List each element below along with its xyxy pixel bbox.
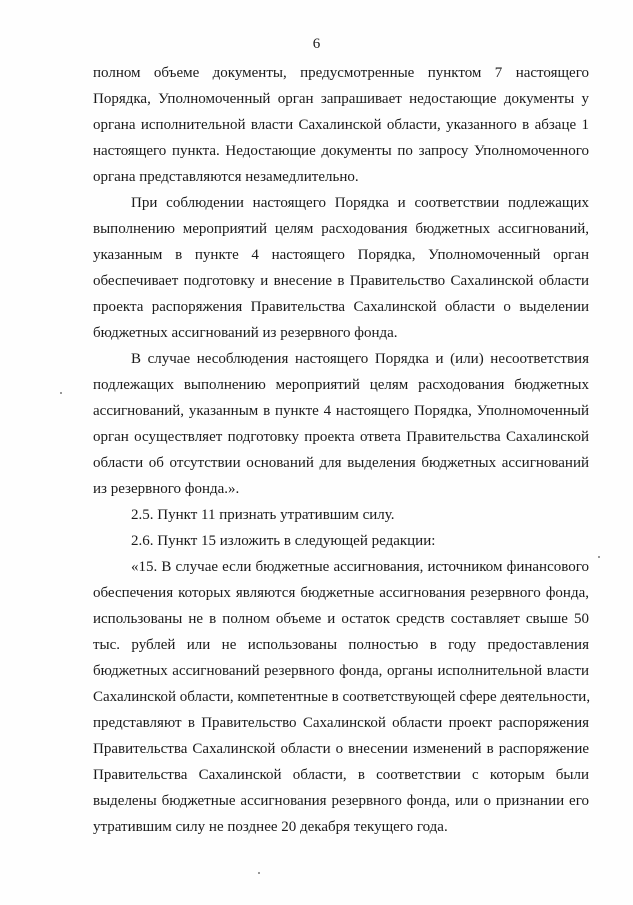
text-line: из резервного фонда.». <box>93 481 240 497</box>
text-line: 2.5. Пункт 11 признать утратившим силу. <box>131 507 395 523</box>
text-line: указанным в пункте 4 настоящего Порядка, Уполномоченный орган <box>93 247 589 263</box>
scan-speck <box>258 872 260 874</box>
text-line: 2.6. Пункт 15 изложить в следующей редакции: <box>131 533 436 549</box>
text-line: утратившим силу не позднее 20 декабря текущего года. <box>93 819 448 835</box>
scan-speck <box>60 392 62 394</box>
scan-speck <box>598 556 600 558</box>
text-line: тыс. рублей или не использованы полностью в году предоставления <box>93 637 589 653</box>
text-line: выделены бюджетные ассигнования резервного фонда, или о признании его <box>93 793 589 809</box>
text-line: подлежащих выполнению мероприятий целям расходования бюджетных <box>93 377 589 393</box>
text-line: «15. В случае если бюджетные ассигнования, источником финансового <box>131 559 589 575</box>
text-line: Порядка, Уполномоченный орган запрашивает недостающие документы у <box>93 91 589 107</box>
text-line: орган осуществляет подготовку проекта ответа Правительства Сахалинской <box>93 429 589 445</box>
text-line: обеспечения которых являются бюджетные ассигнования резервного фонда, <box>93 585 589 601</box>
text-line: Правительства Сахалинской области о внесении изменений в распоряжение <box>93 741 589 757</box>
page-number: 6 <box>312 36 321 52</box>
text-line: обеспечивает подготовку и внесение в Правительство Сахалинской области <box>93 273 589 289</box>
text-line: выполнению мероприятий целям расходования бюджетных ассигнований, <box>93 221 589 237</box>
text-line: представляют в Правительство Сахалинской области проект распоряжения <box>93 715 589 731</box>
text-line: проекта распоряжения Правительства Сахалинской области о выделении <box>93 299 589 315</box>
text-line: органа представляются незамедлительно. <box>93 169 359 185</box>
text-line: бюджетных ассигнований из резервного фонда. <box>93 325 398 341</box>
text-line: бюджетных ассигнований резервного фонда, органы исполнительной власти <box>93 663 589 679</box>
text-line: При соблюдении настоящего Порядка и соответствии подлежащих <box>131 195 589 211</box>
text-line: Правительства Сахалинской области, в соответствии с которым были <box>93 767 589 783</box>
text-line: полном объеме документы, предусмотренные пунктом 7 настоящего <box>93 65 589 81</box>
text-line: органа исполнительной власти Сахалинской области, указанного в абзаце 1 <box>93 117 589 133</box>
text-line: использованы не в полном объеме и остаток средств составляет свыше 50 <box>93 611 589 627</box>
text-line: области об отсутствии оснований для выделения бюджетных ассигнований <box>93 455 589 471</box>
text-line: В случае несоблюдения настоящего Порядка и (или) несоответствия <box>131 351 589 367</box>
text-line: настоящего пункта. Недостающие документы по запросу Уполномоченного <box>93 143 589 159</box>
text-line: ассигнований, указанным в пункте 4 настоящего Порядка, Уполномоченный <box>93 403 589 419</box>
text-line: Сахалинской области, компетентные в соответствующей сфере деятельности, <box>93 689 591 705</box>
